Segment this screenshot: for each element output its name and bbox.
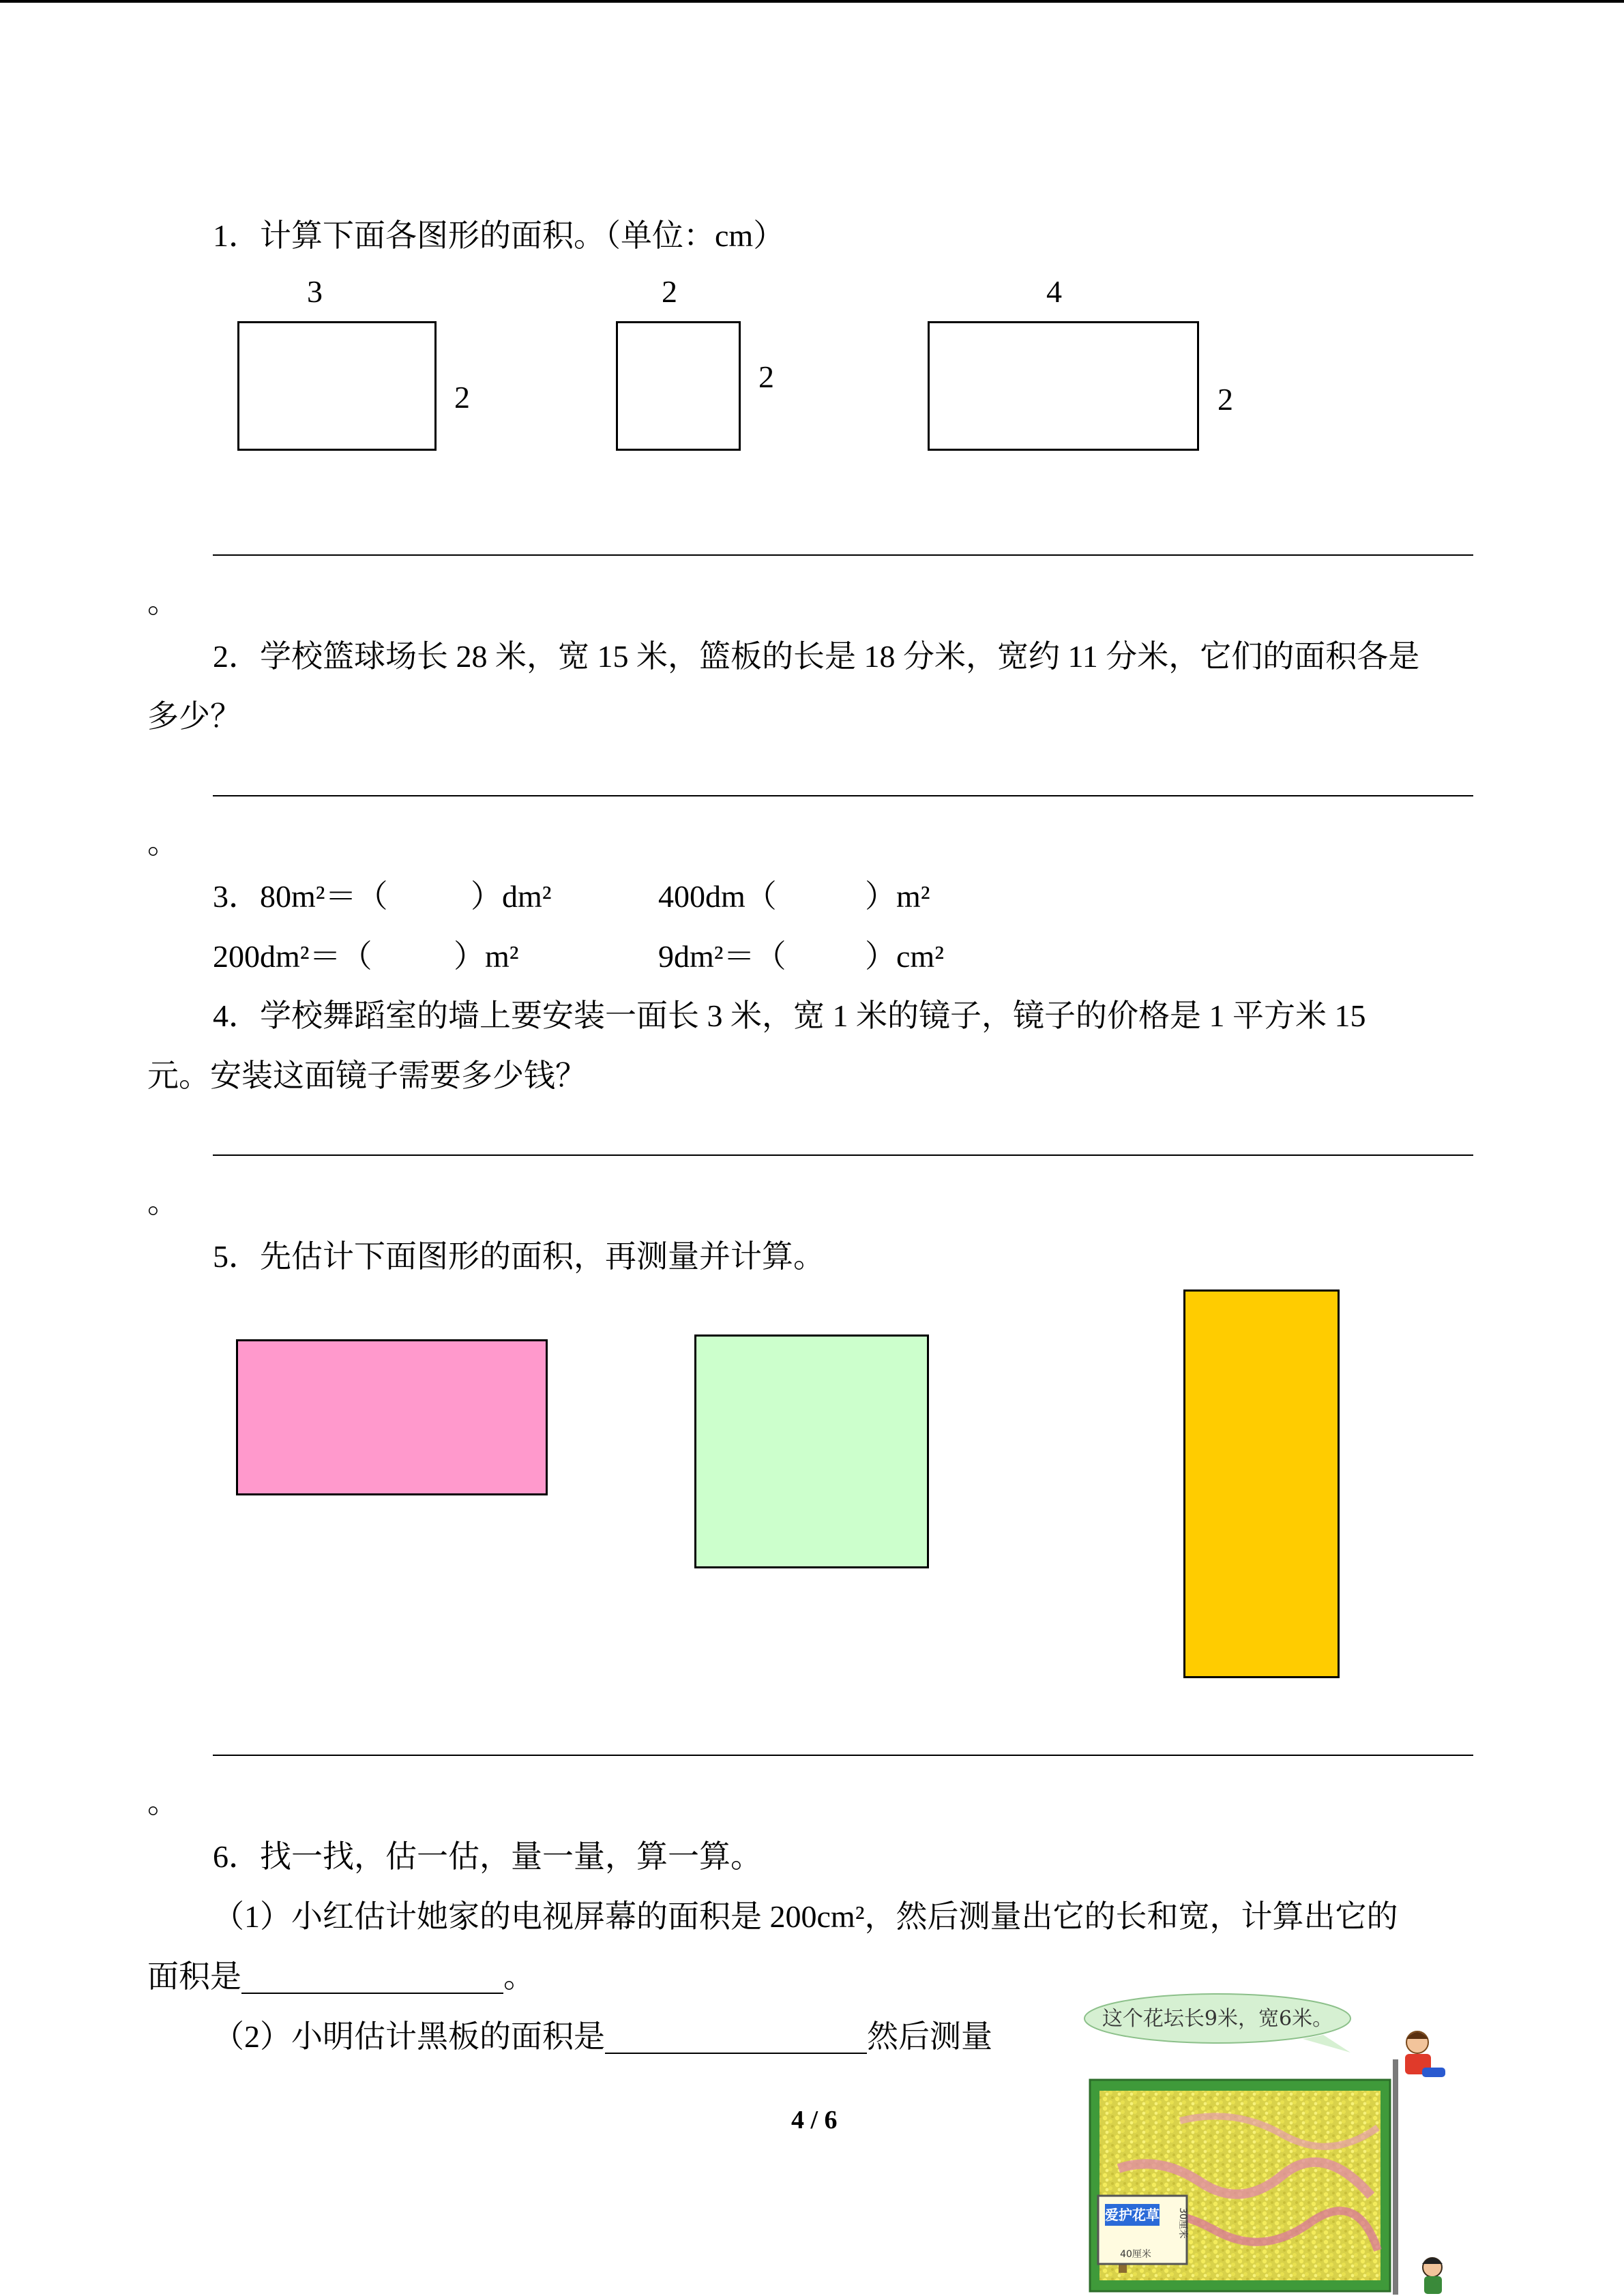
q6-part1-line2 [147,1961,535,1994]
child2-body [1424,2276,1442,2294]
q4-answer-line [213,1154,1473,1156]
page-number: 4 / 6 [791,2106,838,2134]
q2-line2: 多少？ [147,699,241,734]
q3-b-unit: ）m² [865,879,930,914]
q1-title: 1．计算下面各图形的面积。（单位：cm） [213,218,785,253]
q6-part1-suffix: 。 [503,1959,535,1994]
q5-yellow-rectangle [1183,1289,1340,1678]
q1-rectangle-3x2 [237,321,437,451]
q4-end-mark: 。 [147,1184,179,1219]
q1-square-2x2 [616,321,741,451]
q6-part2-blank[interactable] [605,2021,867,2054]
q3-c-prefix: 200dm²＝（ [213,939,372,974]
speech-bubble-text: 这个花坛长9米，宽6米。 [1102,2007,1333,2031]
q3-b-prefix: 400dm（ [658,879,777,914]
q2-line1: 2．学校篮球场长 28 米，宽 15 米，篮板的长是 18 分米，宽约 11 分米，它们的面积各是 [213,639,1420,674]
speech-bubble-tail [1303,2035,1350,2053]
q1-shape1-top-label: 3 [307,274,323,309]
child-legs [1422,2068,1445,2077]
child-hair [1406,2032,1428,2039]
q2-end-mark: 。 [147,825,179,860]
q6-part1-prefix: 面积是 [147,1959,241,1994]
top-border-line [0,0,1624,3]
q1-answer-line [213,554,1473,556]
q2-answer-line [213,795,1473,796]
q6-part2-prefix: （2）小明估计黑板的面积是 [213,2019,605,2054]
q5-title: 5．先估计下面图形的面积，再测量并计算。 [213,1239,825,1274]
q1-shape2-side-label: 2 [758,359,774,394]
q5-answer-line [213,1755,1473,1756]
sign-height-label: 30厘米 [1177,2207,1188,2239]
q1-shape1-side-label: 2 [454,380,470,415]
q1-shape3-side-label: 2 [1217,382,1233,417]
q6-part2-suffix: 然后测量 [867,2019,992,2054]
q3-c-unit: ）m² [454,939,519,974]
q5-end-mark: 。 [147,1785,179,1819]
measuring-pole [1393,2059,1398,2295]
q1-end-mark: 。 [147,584,179,619]
q6-part2-line [213,2021,992,2054]
q6-title: 6．找一找，估一估，量一量，算一算。 [213,1839,762,1874]
q1-rectangle-4x2 [928,321,1199,451]
q3-d-unit: ）cm² [865,939,944,974]
q6-part1-line1: （1）小红估计她家的电视屏幕的面积是 200cm²，然后测量出它的长和宽，计算出它的 [213,1899,1398,1934]
sign-title: 爱护花草 [1105,2207,1160,2223]
child2-hair [1422,2258,1443,2264]
q3-a-prefix: 3．80m²＝（ [213,879,388,914]
q3-d-prefix: 9dm²＝（ [658,939,786,974]
q6-part1-blank[interactable] [241,1961,503,1994]
flowerbed-illustration [1078,1991,1460,2296]
q5-green-square [694,1335,929,1568]
q1-shape3-top-label: 4 [1046,274,1062,309]
q4-line1: 4．学校舞蹈室的墙上要安装一面长 3 米，宽 1 米的镜子，镜子的价格是 1 平方米 15 [213,998,1366,1033]
q3-a-unit: ）dm² [471,879,552,914]
q4-line2: 元。安装这面镜子需要多少钱？ [147,1058,587,1093]
q5-pink-rectangle [236,1339,548,1495]
q1-shape2-top-label: 2 [662,274,677,309]
sign-width-label: 40厘米 [1120,2249,1151,2260]
